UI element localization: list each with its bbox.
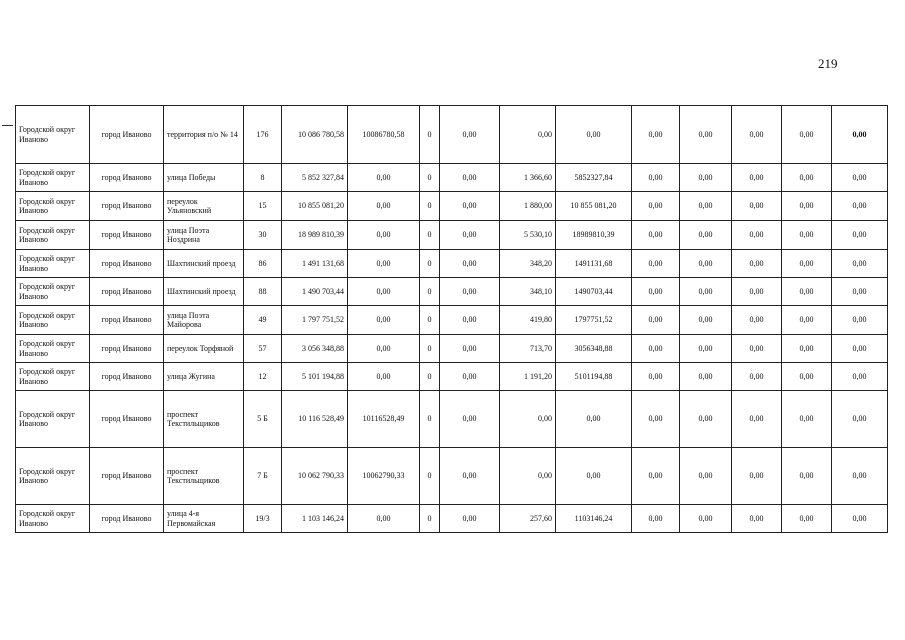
cell-house: 86 — [244, 250, 282, 278]
cell-district: Городской округ Иваново — [16, 391, 90, 448]
cell-street: улица Победы — [164, 164, 244, 192]
cell-c9: 0,00 — [732, 106, 782, 164]
cell-district: Городской округ Иваново — [16, 106, 90, 164]
cell-c4: 0,00 — [440, 278, 500, 306]
cell-c11: 0,00 — [832, 106, 888, 164]
cell-c2: 0,00 — [348, 335, 420, 363]
cell-district: Городской округ Иваново — [16, 221, 90, 250]
cell-c3: 0 — [420, 448, 440, 505]
cell-c7: 0,00 — [632, 335, 680, 363]
cell-c7: 0,00 — [632, 106, 680, 164]
cell-c6: 3056348,88 — [556, 335, 632, 363]
cell-c3: 0 — [420, 363, 440, 391]
cell-c5: 257,60 — [500, 505, 556, 533]
cell-c5: 5 530,10 — [500, 221, 556, 250]
cell-c1: 1 103 146,24 — [282, 505, 348, 533]
cell-house: 88 — [244, 278, 282, 306]
cell-c11: 0,00 — [832, 250, 888, 278]
cell-c10: 0,00 — [782, 391, 832, 448]
cell-house: 5 Б — [244, 391, 282, 448]
cell-c2: 10116528,49 — [348, 391, 420, 448]
cell-street: улица Поэта Ноздрина — [164, 221, 244, 250]
cell-c6: 1490703,44 — [556, 278, 632, 306]
cell-c1: 10 062 790,33 — [282, 448, 348, 505]
cell-c9: 0,00 — [732, 505, 782, 533]
cell-c7: 0,00 — [632, 448, 680, 505]
cell-c1: 18 989 810,39 — [282, 221, 348, 250]
page-number: 219 — [818, 56, 838, 71]
table-row — [16, 448, 888, 505]
cell-district: Городской округ Иваново — [16, 306, 90, 335]
cell-c1: 10 116 528,49 — [282, 391, 348, 448]
cell-c6: 1797751,52 — [556, 306, 632, 335]
cell-c5: 348,20 — [500, 250, 556, 278]
cell-c2: 0,00 — [348, 250, 420, 278]
cell-c6: 0,00 — [556, 391, 632, 448]
cell-c9: 0,00 — [732, 164, 782, 192]
cell-c3: 0 — [420, 192, 440, 221]
cell-c10: 0,00 — [782, 192, 832, 221]
cell-c4: 0,00 — [440, 192, 500, 221]
cell-c9: 0,00 — [732, 192, 782, 221]
cell-c8: 0,00 — [680, 448, 732, 505]
cell-c2: 0,00 — [348, 164, 420, 192]
cell-city: город Иваново — [90, 505, 164, 533]
cell-c3: 0 — [420, 505, 440, 533]
cell-c2: 0,00 — [348, 363, 420, 391]
cell-c11: 0,00 — [832, 335, 888, 363]
cell-c10: 0,00 — [782, 306, 832, 335]
cell-c5: 0,00 — [500, 391, 556, 448]
cell-house: 49 — [244, 306, 282, 335]
table-row — [16, 363, 888, 391]
table-row — [16, 391, 888, 448]
cell-c11: 0,00 — [832, 164, 888, 192]
cell-c11: 0,00 — [832, 192, 888, 221]
cell-c10: 0,00 — [782, 106, 832, 164]
cell-c8: 0,00 — [680, 278, 732, 306]
cell-house: 30 — [244, 221, 282, 250]
cell-c11: 0,00 — [832, 363, 888, 391]
cell-c3: 0 — [420, 335, 440, 363]
cell-c9: 0,00 — [732, 221, 782, 250]
cell-c11: 0,00 — [832, 221, 888, 250]
cell-district: Городской округ Иваново — [16, 192, 90, 221]
cell-c11: 0,00 — [832, 278, 888, 306]
cell-c10: 0,00 — [782, 363, 832, 391]
cell-c4: 0,00 — [440, 164, 500, 192]
cell-c2: 10062790,33 — [348, 448, 420, 505]
cell-street: улица 4-я Первомайская — [164, 505, 244, 533]
cell-c3: 0 — [420, 306, 440, 335]
cell-c5: 1 880,00 — [500, 192, 556, 221]
cell-c10: 0,00 — [782, 448, 832, 505]
cell-c9: 0,00 — [732, 278, 782, 306]
cell-c10: 0,00 — [782, 164, 832, 192]
cell-c6: 1103146,24 — [556, 505, 632, 533]
cell-c4: 0,00 — [440, 106, 500, 164]
cell-c11: 0,00 — [832, 306, 888, 335]
cell-c1: 1 491 131,68 — [282, 250, 348, 278]
cell-c8: 0,00 — [680, 335, 732, 363]
cell-c7: 0,00 — [632, 221, 680, 250]
cell-city: город Иваново — [90, 363, 164, 391]
cell-district: Городской округ Иваново — [16, 363, 90, 391]
cell-city: город Иваново — [90, 335, 164, 363]
cell-c8: 0,00 — [680, 106, 732, 164]
table-row — [16, 192, 888, 221]
cell-c3: 0 — [420, 278, 440, 306]
cell-c10: 0,00 — [782, 505, 832, 533]
cell-c2: 0,00 — [348, 278, 420, 306]
cell-c11: 0,00 — [832, 448, 888, 505]
cell-c9: 0,00 — [732, 335, 782, 363]
cell-district: Городской округ Иваново — [16, 335, 90, 363]
cell-c9: 0,00 — [732, 250, 782, 278]
cell-c5: 348,10 — [500, 278, 556, 306]
cell-city: город Иваново — [90, 306, 164, 335]
table-row — [16, 306, 888, 335]
cell-c8: 0,00 — [680, 306, 732, 335]
cell-house: 57 — [244, 335, 282, 363]
table-row — [16, 221, 888, 250]
cell-c4: 0,00 — [440, 505, 500, 533]
cell-c10: 0,00 — [782, 278, 832, 306]
cell-c1: 10 855 081,20 — [282, 192, 348, 221]
cell-c10: 0,00 — [782, 221, 832, 250]
cell-c10: 0,00 — [782, 335, 832, 363]
cell-c3: 0 — [420, 391, 440, 448]
cell-c6: 18989810,39 — [556, 221, 632, 250]
cell-district: Городской округ Иваново — [16, 505, 90, 533]
cell-c7: 0,00 — [632, 164, 680, 192]
cell-c7: 0,00 — [632, 391, 680, 448]
cell-street: проспект Текстильщиков — [164, 391, 244, 448]
cell-city: город Иваново — [90, 448, 164, 505]
cell-city: город Иваново — [90, 164, 164, 192]
cell-c1: 5 852 327,84 — [282, 164, 348, 192]
cell-c8: 0,00 — [680, 250, 732, 278]
cell-house: 12 — [244, 363, 282, 391]
cell-c7: 0,00 — [632, 250, 680, 278]
cell-c7: 0,00 — [632, 192, 680, 221]
cell-c7: 0,00 — [632, 278, 680, 306]
cell-c6: 1491131,68 — [556, 250, 632, 278]
cell-city: город Иваново — [90, 192, 164, 221]
cell-c6: 5852327,84 — [556, 164, 632, 192]
cell-c5: 0,00 — [500, 448, 556, 505]
cell-c1: 5 101 194,88 — [282, 363, 348, 391]
cell-c4: 0,00 — [440, 363, 500, 391]
cell-c9: 0,00 — [732, 306, 782, 335]
cell-city: город Иваново — [90, 391, 164, 448]
cell-c9: 0,00 — [732, 363, 782, 391]
cell-street: переулок Торфяной — [164, 335, 244, 363]
table-row — [16, 106, 888, 164]
cell-street: Шахтинский проезд — [164, 250, 244, 278]
cell-c9: 0,00 — [732, 448, 782, 505]
cell-c2: 0,00 — [348, 221, 420, 250]
cell-c4: 0,00 — [440, 448, 500, 505]
cell-c3: 0 — [420, 221, 440, 250]
cell-c9: 0,00 — [732, 391, 782, 448]
cell-c8: 0,00 — [680, 363, 732, 391]
cell-c7: 0,00 — [632, 505, 680, 533]
cell-c7: 0,00 — [632, 306, 680, 335]
cell-house: 19/3 — [244, 505, 282, 533]
cell-street: улица Поэта Майорова — [164, 306, 244, 335]
cell-street: переулок Ульяновский — [164, 192, 244, 221]
cell-c4: 0,00 — [440, 306, 500, 335]
cell-district: Городской округ Иваново — [16, 278, 90, 306]
cell-c1: 10 086 780,58 — [282, 106, 348, 164]
cell-c3: 0 — [420, 164, 440, 192]
register-table — [15, 105, 888, 533]
cell-c10: 0,00 — [782, 250, 832, 278]
cell-city: город Иваново — [90, 278, 164, 306]
cell-c6: 5101194,88 — [556, 363, 632, 391]
cell-c2: 0,00 — [348, 192, 420, 221]
cell-district: Городской округ Иваново — [16, 250, 90, 278]
cell-street: Шахтинский проезд — [164, 278, 244, 306]
cell-street: улица Жугина — [164, 363, 244, 391]
cell-c8: 0,00 — [680, 164, 732, 192]
cell-c1: 3 056 348,88 — [282, 335, 348, 363]
cell-street: проспект Текстильщиков — [164, 448, 244, 505]
cell-c3: 0 — [420, 106, 440, 164]
cell-c8: 0,00 — [680, 391, 732, 448]
cell-c5: 0,00 — [500, 106, 556, 164]
cell-house: 176 — [244, 106, 282, 164]
table-row — [16, 335, 888, 363]
cell-c8: 0,00 — [680, 192, 732, 221]
cell-c4: 0,00 — [440, 391, 500, 448]
cell-city: город Иваново — [90, 106, 164, 164]
cell-c8: 0,00 — [680, 505, 732, 533]
cell-house: 7 Б — [244, 448, 282, 505]
cell-c2: 0,00 — [348, 306, 420, 335]
cell-c2: 0,00 — [348, 505, 420, 533]
table-row — [16, 250, 888, 278]
table-row — [16, 505, 888, 533]
cell-c11: 0,00 — [832, 505, 888, 533]
cell-c1: 1 490 703,44 — [282, 278, 348, 306]
cell-c4: 0,00 — [440, 221, 500, 250]
cell-c6: 0,00 — [556, 106, 632, 164]
cell-city: город Иваново — [90, 221, 164, 250]
table-row — [16, 164, 888, 192]
cell-c11: 0,00 — [832, 391, 888, 448]
cell-c2: 10086780,58 — [348, 106, 420, 164]
cell-c6: 10 855 081,20 — [556, 192, 632, 221]
cell-c5: 713,70 — [500, 335, 556, 363]
cell-district: Городской округ Иваново — [16, 164, 90, 192]
cell-c6: 0,00 — [556, 448, 632, 505]
table-row — [16, 278, 888, 306]
margin-mark — [2, 125, 13, 126]
cell-c5: 1 191,20 — [500, 363, 556, 391]
cell-district: Городской округ Иваново — [16, 448, 90, 505]
cell-c3: 0 — [420, 250, 440, 278]
cell-c8: 0,00 — [680, 221, 732, 250]
cell-house: 15 — [244, 192, 282, 221]
cell-c5: 1 366,60 — [500, 164, 556, 192]
cell-c5: 419,80 — [500, 306, 556, 335]
cell-c7: 0,00 — [632, 363, 680, 391]
cell-c4: 0,00 — [440, 250, 500, 278]
cell-c4: 0,00 — [440, 335, 500, 363]
cell-city: город Иваново — [90, 250, 164, 278]
cell-street: территория п/о № 14 — [164, 106, 244, 164]
cell-c1: 1 797 751,52 — [282, 306, 348, 335]
cell-house: 8 — [244, 164, 282, 192]
